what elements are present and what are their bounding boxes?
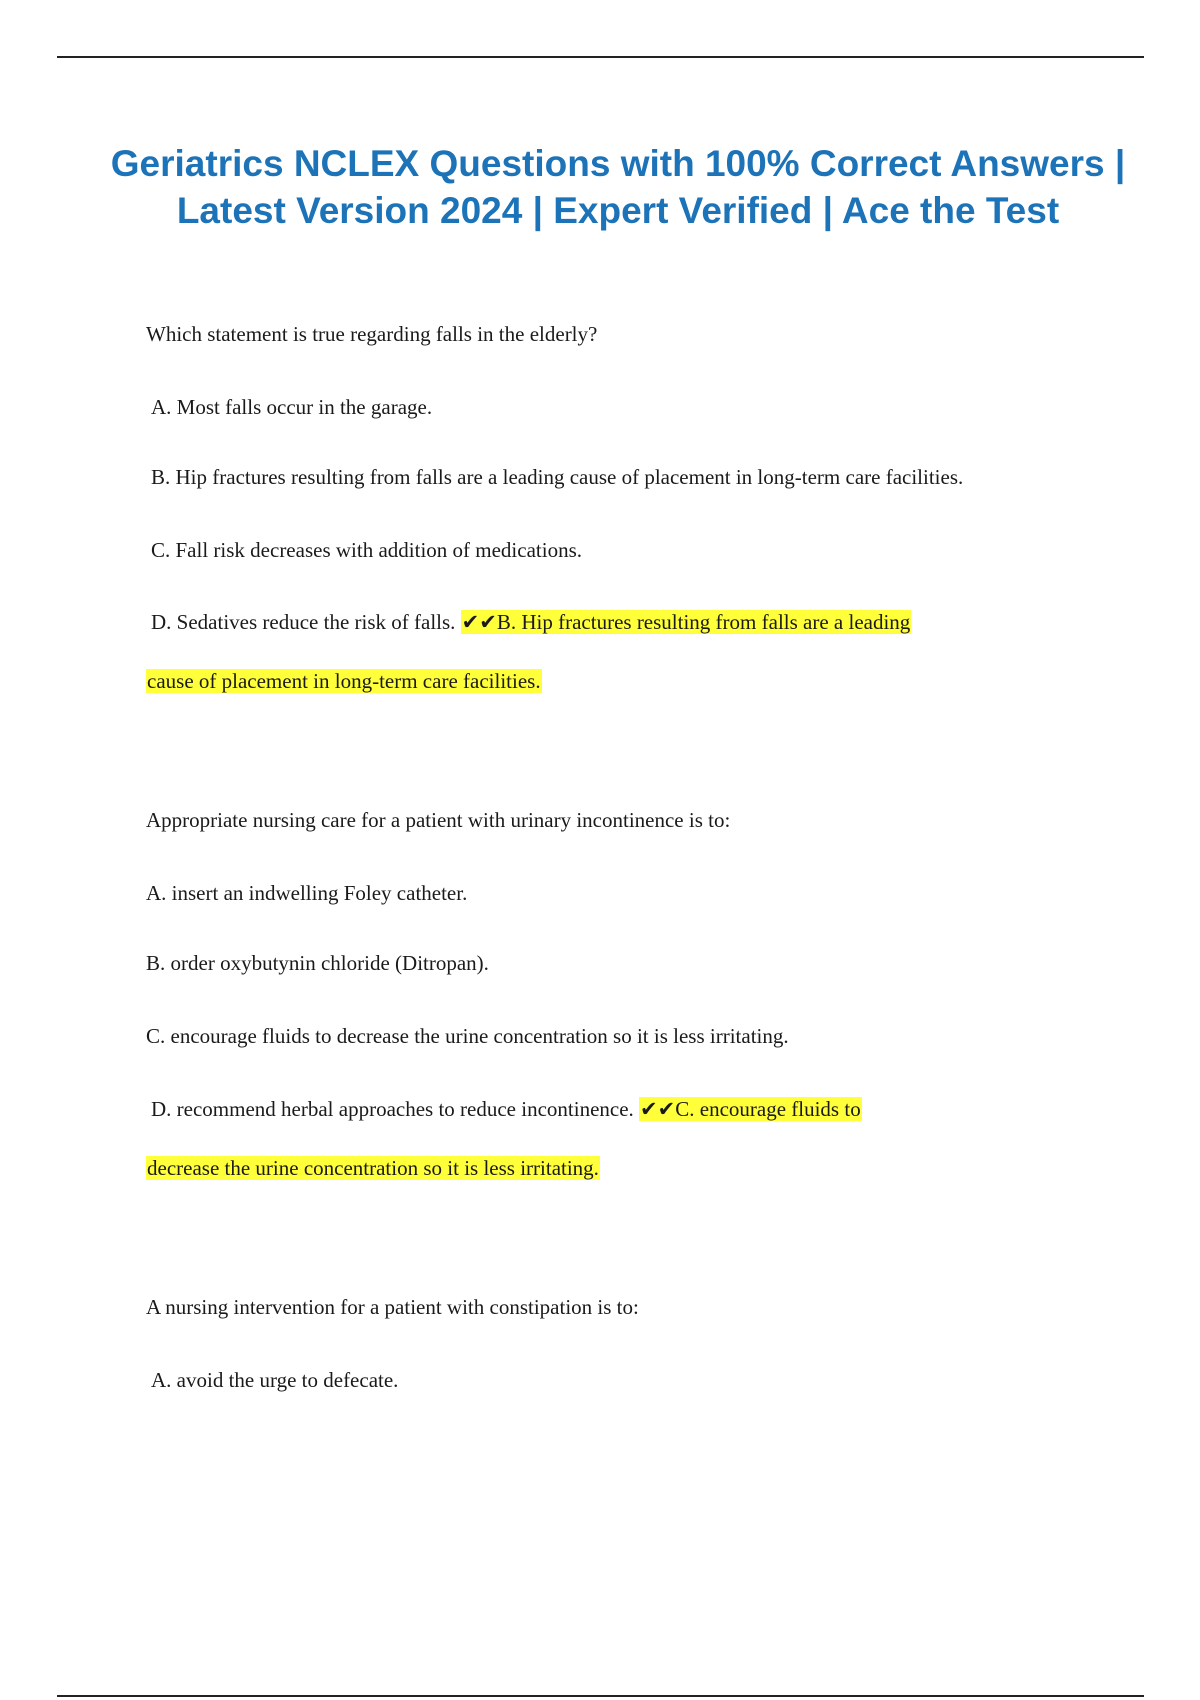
- question-3-stem: A nursing intervention for a patient with constipation is to:: [146, 1295, 639, 1319]
- question-2-answer-continued-row: [146, 1154, 600, 1182]
- document-title: Geriatrics NCLEX Questions with 100% Correct Answers | Latest Version 2024 | Expert Verified | Ace the Test: [110, 143, 1126, 231]
- question-2-option-a: A. insert an indwelling Foley catheter.: [146, 881, 468, 905]
- question-2-option-b: B. order oxybutynin chloride (Ditropan).: [146, 951, 489, 975]
- question-2-option-d: D. recommend herbal approaches to reduce incontinence.: [151, 1097, 634, 1121]
- question-2-option-d-row: [151, 1095, 862, 1123]
- question-2-answer-highlight: ✔✔C. encourage fluids to: [640, 1097, 861, 1121]
- question-1-answer-highlight: ✔✔B. Hip fractures resulting from falls are a leading: [461, 610, 911, 634]
- question-1-option-d-row: [151, 608, 911, 636]
- top-rule: [57, 56, 1144, 58]
- question-3-option-a: A. avoid the urge to defecate.: [151, 1368, 399, 1392]
- question-1-option-a: A. Most falls occur in the garage.: [151, 395, 433, 419]
- question-1-option-d: D. Sedatives reduce the risk of falls.: [151, 610, 456, 634]
- bottom-rule: [57, 1695, 1144, 1697]
- question-1-option-b: B. Hip fractures resulting from falls are a leading cause of placement in long-term care facilities.: [151, 465, 964, 489]
- question-2-answer-highlight-continued: decrease the urine concentration so it is less irritating.: [147, 1156, 599, 1180]
- question-2-stem: Appropriate nursing care for a patient with urinary incontinence is to:: [146, 808, 731, 832]
- question-1-stem: Which statement is true regarding falls in the elderly?: [146, 322, 598, 346]
- question-2-option-c: C. encourage fluids to decrease the urine concentration so it is less irritating.: [146, 1024, 789, 1048]
- question-1-answer-continued-row: [146, 667, 542, 695]
- question-1-option-c: C. Fall risk decreases with addition of medications.: [151, 538, 582, 562]
- question-1-answer-highlight-continued: cause of placement in long-term care facilities.: [147, 669, 541, 693]
